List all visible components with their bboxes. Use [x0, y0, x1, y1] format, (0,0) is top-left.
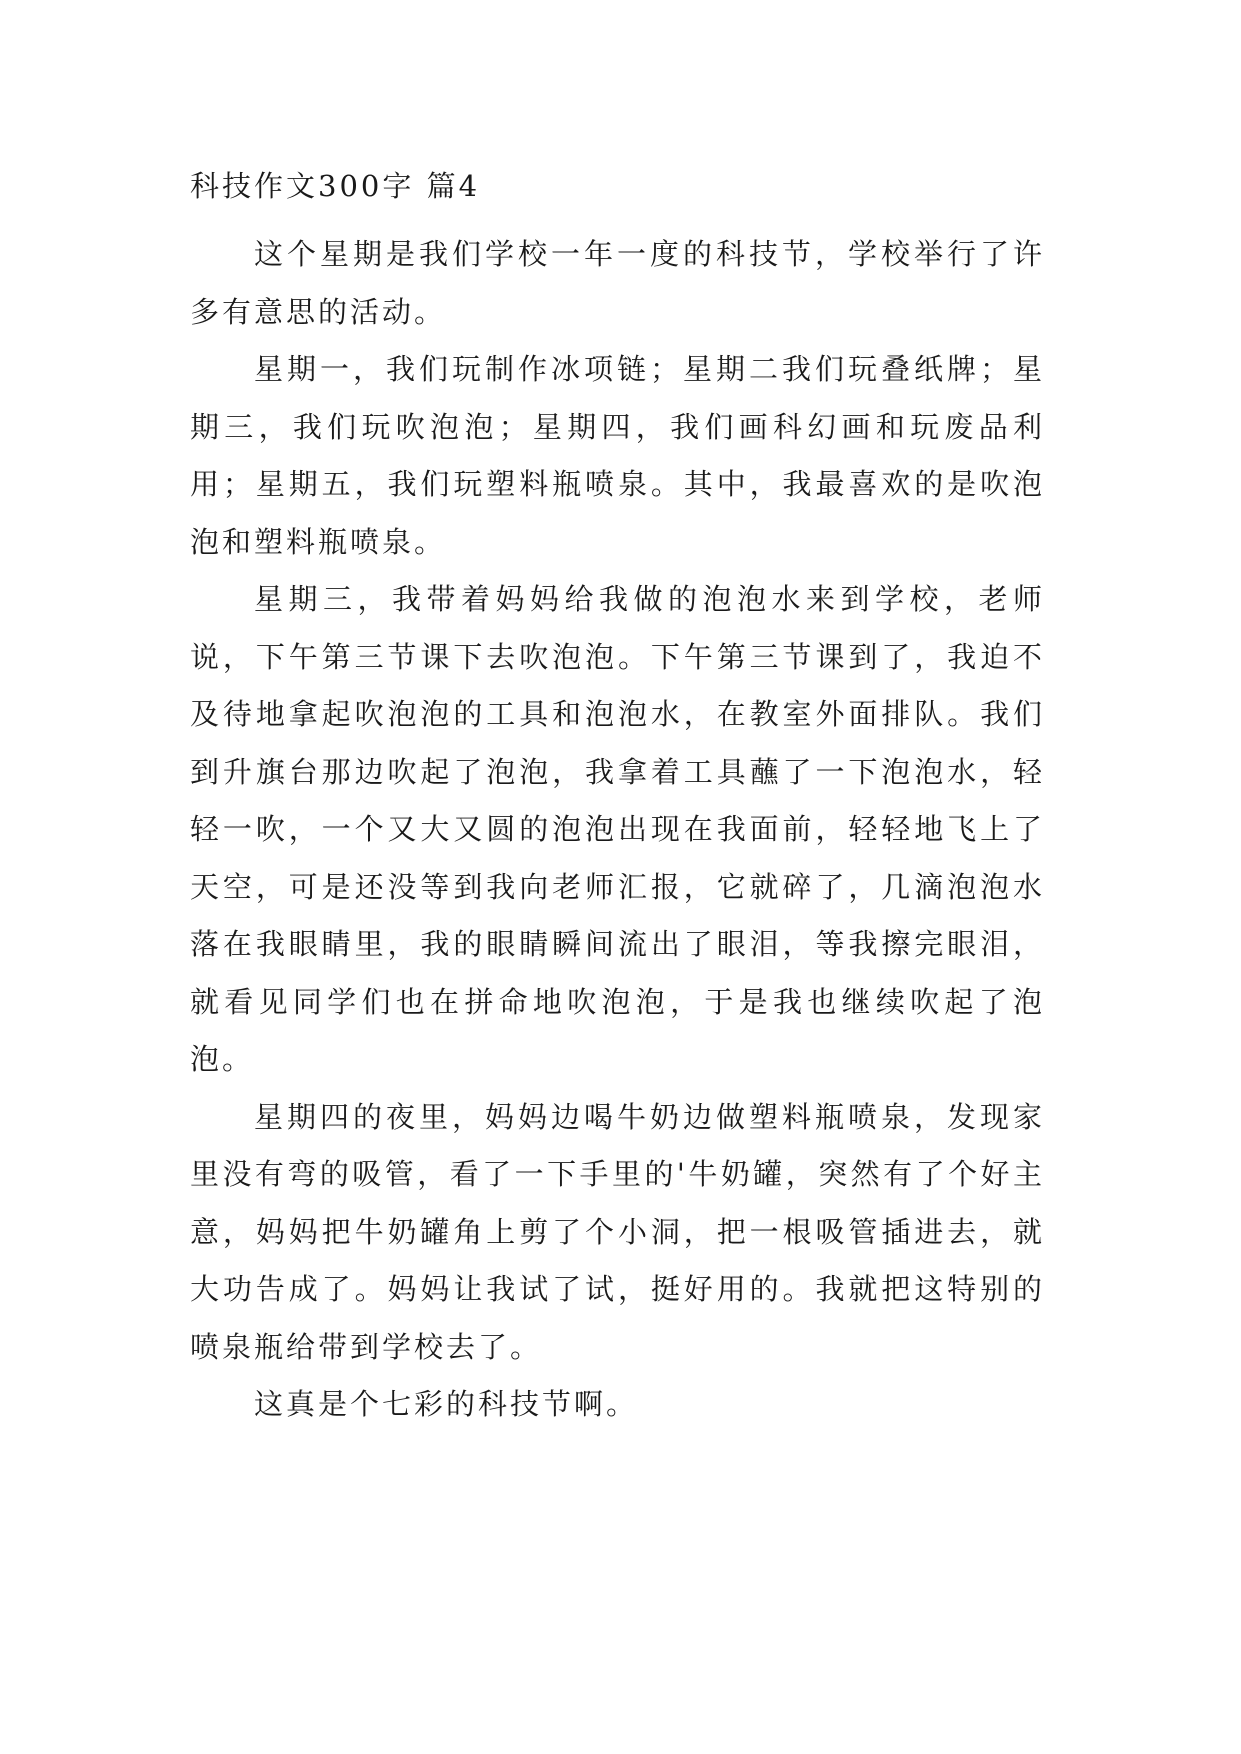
paragraph-weekly-activities: 星期一，我们玩制作冰项链；星期二我们玩叠纸牌；星期三，我们玩吹泡泡；星期四，我们画科幻画和玩废品利用；星期五，我们玩塑料瓶喷泉。其中，我最喜欢的是吹泡泡和塑料瓶喷泉。 — [190, 352, 1045, 559]
document-title: 科技作文300字 篇4 — [190, 169, 481, 203]
document-body — [190, 160, 1045, 1434]
paragraph-fountain: 星期四的夜里，妈妈边喝牛奶边做塑料瓶喷泉，发现家里没有弯的吸管，看了一下手里的'牛奶罐，突然有了个好主意，妈妈把牛奶罐角上剪了个小洞，把一根吸管插进去，就大功告成了。妈妈让我试了试，挺好用的。我就把这特别的喷泉瓶给带到学校去了。 — [190, 1099, 1045, 1364]
paragraph-conclusion: 这真是个七彩的科技节啊。 — [254, 1387, 639, 1421]
paragraph-intro: 这个星期是我们学校一年一度的科技节，学校举行了许多有意思的活动。 — [190, 237, 1045, 329]
paragraph-bubbles: 星期三，我带着妈妈给我做的泡泡水来到学校，老师说，下午第三节课下去吹泡泡。下午第三节课到了，我迫不及待地拿起吹泡泡的工具和泡泡水，在教室外面排队。我们到升旗台那边吹起了泡泡，我拿着工具蘸了一下泡泡水，轻轻一吹，一个又大又圆的泡泡出现在我面前，轻轻地飞上了天空，可是还没等到我向老师汇报，它就碎了，几滴泡泡水落在我眼睛里，我的眼睛瞬间流出了眼泪，等我擦完眼泪，就看见同学们也在拼命地吹泡泡，于是我也继续吹起了泡泡。 — [190, 582, 1045, 1076]
